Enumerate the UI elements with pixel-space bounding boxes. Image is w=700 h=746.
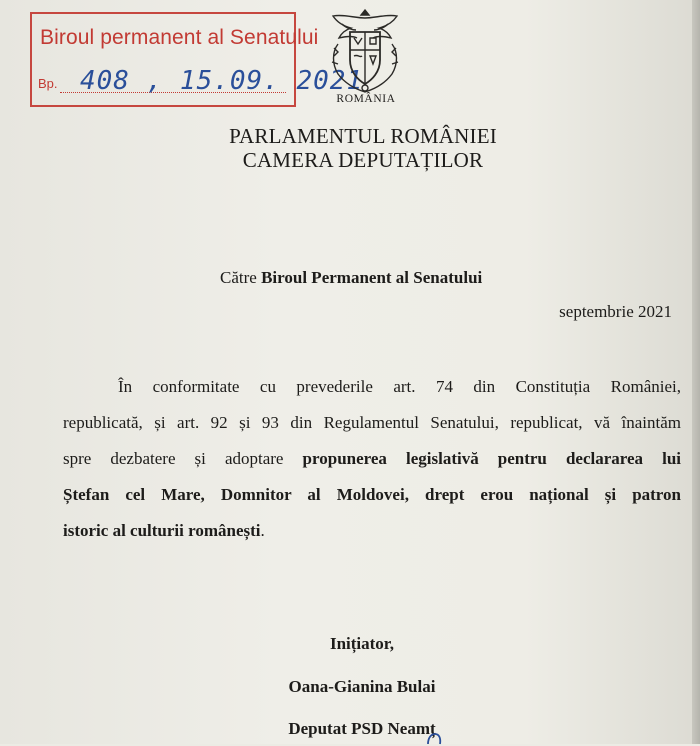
- header-chamber: CAMERA DEPUTAȚILOR: [242, 148, 484, 172]
- stamp-registration-prefix: Bp.: [38, 76, 58, 91]
- coat-of-arms-icon: [320, 4, 410, 98]
- header-parliament: PARLAMENTUL ROMÂNIEI: [229, 124, 497, 148]
- signature-title: Deputat PSD Neamț: [288, 719, 436, 738]
- document-date: septembrie 2021: [559, 302, 672, 321]
- stamp-title: Biroul permanent al Senatului: [40, 26, 319, 49]
- handwritten-signature-mark: [420, 726, 450, 746]
- body-line-5-end: .: [260, 521, 265, 540]
- body-paragraph-line-3: [63, 449, 681, 469]
- signature-role: Inițiator,: [329, 634, 395, 653]
- body-paragraph-line-2: republicată, și art. 92 și 93 din Regulamentul Senatului, republicat, vă înaintăm: [63, 413, 681, 432]
- stamp-handwritten-number: 408 , 15.09. 2021: [80, 66, 364, 96]
- signature-name: Oana-Gianina Bulai: [288, 677, 436, 696]
- body-line-3-bold: propunerea legislativă pentru declararea lui: [302, 449, 682, 468]
- body-paragraph-line-5: [63, 521, 681, 541]
- body-line-5-bold: istoric al culturii românești: [63, 521, 261, 540]
- body-line-3-plain: spre dezbatere și adoptare: [63, 449, 303, 468]
- recipient-line: [220, 268, 482, 288]
- recipient-name: Biroul Permanent al Senatului: [261, 268, 483, 287]
- body-paragraph-line-4: Ștefan cel Mare, Domnitor al Moldovei, drept erou național și patron: [63, 485, 681, 504]
- crest-label: ROMÂNIA: [336, 93, 396, 105]
- registration-stamp: [30, 12, 364, 107]
- page-edge-shadow: [692, 0, 700, 744]
- recipient-prefix: Către: [220, 268, 262, 287]
- body-paragraph-line-1: În conformitate cu prevederile art. 74 din Constituția României,: [118, 377, 681, 396]
